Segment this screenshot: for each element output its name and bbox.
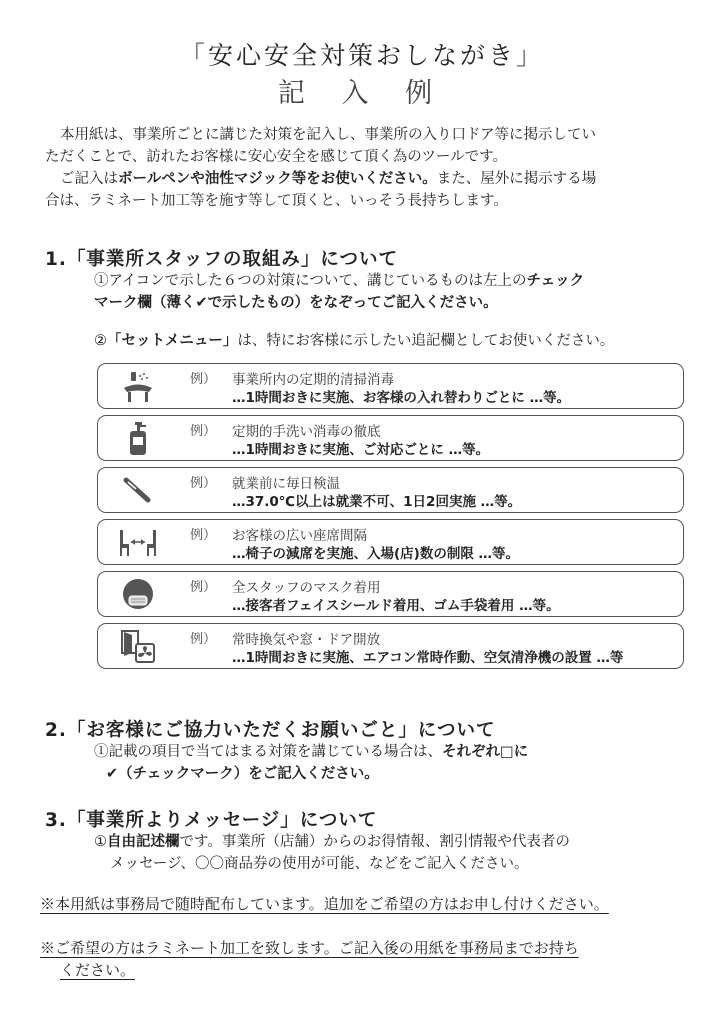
note-lamination-line-1: ※ご希望の方はラミネート加工を致します。ご記入後の用紙を事務局までお持ち — [40, 939, 579, 957]
hand-sanitizer-icon — [118, 420, 158, 456]
measure-example: …椅子の減席を実施、入場(店)数の制限 …等。 — [232, 546, 520, 562]
measure-example: …1時間おきに実施、お客様の入れ替わりごとに …等。 — [232, 390, 571, 406]
section1-line-2: マーク欄（薄く✔で示したもの）をなぞってご記入ください。 — [94, 295, 498, 311]
section2-line-2: ✔（チェックマーク）をご記入ください。 — [106, 766, 379, 782]
section3-text: です。事業所（店舗）からのお得情報、割引情報や代表者の — [179, 834, 570, 850]
section3-heading: 3.「事業所よりメッセージ」について — [45, 810, 378, 831]
section1-text: ② — [94, 333, 107, 349]
section2-line-1 — [94, 741, 528, 763]
measure-title: 就業前に毎日検温 — [232, 476, 340, 492]
measure-title: 事業所内の定期的清掃消毒 — [232, 372, 394, 388]
example-label: 例） — [190, 372, 217, 387]
section2-text: ①記載の項目で当てはまる対策を講じている場合は、 — [94, 744, 442, 760]
measure-title: 全スタッフのマスク着用 — [232, 580, 381, 596]
section1-emphasis: 「セットメニュー」 — [107, 333, 238, 349]
note-distribution: ※本用紙は事務局で随時配布しています。追加をご希望の方はお申し付けください。 — [40, 895, 609, 913]
seat-distance-icon — [118, 524, 158, 560]
mask-icon — [118, 576, 158, 612]
intro-text: ご記入は — [60, 171, 118, 187]
thermometer-icon — [118, 472, 158, 508]
measure-box-seating — [97, 519, 684, 565]
intro-line-2: ただくことで、訪れたお客様に安心安全を感じて頂く為のツールです。 — [45, 149, 507, 165]
page-title: 「安心安全対策おしながき」 — [179, 41, 544, 70]
section1-emphasis: チェック — [526, 273, 585, 289]
measure-title: 常時換気や窓・ドア開放 — [232, 632, 381, 648]
cleaning-disinfection-icon — [118, 368, 158, 404]
section3-line-1 — [94, 831, 570, 853]
section1-text: ①アイコンで示した６つの対策について、講じているものは左上の — [94, 273, 527, 289]
section1-line-3 — [94, 330, 614, 352]
measure-example: …1時間おきに実施、エアコン常時作動、空気清浄機の設置 …等 — [232, 650, 624, 666]
example-label: 例） — [190, 476, 217, 491]
section2-heading: 2.「お客様にご協力いただくお願いごと」について — [45, 720, 496, 741]
measure-example: …1時間おきに実施、ご対応ごとに …等。 — [232, 442, 490, 458]
section1-text: は、特にお客様に示したい追記欄としてお使いください。 — [237, 333, 615, 349]
intro-line-3 — [45, 168, 685, 190]
section2-emphasis: それぞれ□に — [442, 744, 529, 760]
measure-box-ventilation — [97, 623, 684, 669]
section3-emphasis: 自由記述欄 — [107, 834, 180, 850]
measure-example: …接客者フェイスシールド着用、ゴム手袋着用 …等。 — [232, 598, 560, 614]
section3-line-2: メッセージ、〇〇商品券の使用が可能、などをご記入ください。 — [110, 856, 529, 872]
intro-text: また、屋外に掲示する場 — [436, 171, 597, 187]
measure-title: 定期的手洗い消毒の徹底 — [232, 424, 381, 440]
example-label: 例） — [190, 632, 217, 647]
section1-line-1 — [94, 270, 584, 292]
measure-box-handwash — [97, 415, 684, 461]
example-label: 例） — [190, 528, 217, 543]
example-label: 例） — [190, 580, 217, 595]
measure-box-temperature — [97, 467, 684, 513]
measure-example: …37.0℃以上は就業不可、1日2回実施 …等。 — [232, 494, 522, 510]
section1-heading: 1.「事業所スタッフの取組み」について — [45, 249, 399, 270]
example-label: 例） — [190, 424, 217, 439]
section3-text: ① — [94, 834, 107, 850]
measure-box-mask — [97, 571, 684, 617]
ventilation-icon — [118, 628, 158, 664]
measure-title: お客様の広い座席間隔 — [232, 528, 367, 544]
note-lamination-line-2: ください。 — [60, 961, 136, 979]
page-subtitle: 記 入 例 — [277, 78, 447, 109]
intro-line-1: 本用紙は、事業所ごとに講じた対策を記入し、事業所の入り口ドア等に掲示してい — [60, 127, 597, 143]
intro-emphasis: ボールペンや油性マジック等をお使いください。 — [118, 171, 437, 187]
intro-line-4: 合は、ラミネート加工等を施す等して頂くと、いっそう長持ちします。 — [45, 193, 508, 209]
measure-box-cleaning — [97, 363, 684, 409]
